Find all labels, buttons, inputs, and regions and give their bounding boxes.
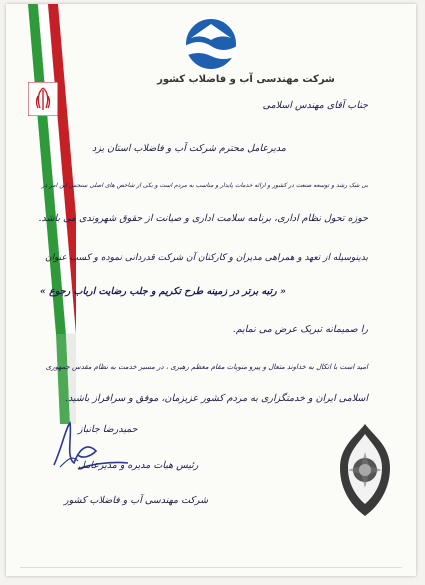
signer-title: رئیس هیات مدیره و مدیرعامل [78,460,199,471]
award-quote: « رتبه برتر در زمینه طرح تکریم و جلب رضایت ارباب رجوع » [39,286,286,297]
signer-company: شرکت مهندسی آب و فاضلاب کشور [64,495,209,506]
paragraph-1-line-2: حوزه تحول نظام اداری، برنامه سلامت اداری و صیانت از حقوق شهروندی می باشد. [38,213,368,224]
congratulations-line: را صمیمانه تبریک عرض می نمایم. [232,324,368,335]
closing-line-1: امید است با اتکال به خداوند متعال و پیرو منویات مقام معظم رهبری ، در مسیر خدمت به نظام مقدس جمهوری [45,363,368,371]
recipient-line: مدیرعامل محترم شرکت آب و فاضلاب استان یزد [92,143,286,154]
company-name-header: شرکت مهندسی آب و فاضلاب کشور [157,74,335,85]
letter-page [6,4,416,576]
bottom-rule [20,567,402,568]
islamic-ornament-icon [334,422,396,518]
paragraph-1-line-1: بی شک رشد و توسعه صنعت در کشور و ارائه خدمات پایدار و مناسب به مردم است و یکی از شاخص های اصلی سنجش این امر در [41,182,368,189]
signer-name: حمیدرضا جانباز [78,424,138,435]
closing-line-2: اسلامی ایران و خدمتگزاری به مردم کشور عزیزمان، موفق و سرافراز باشید. [65,393,368,404]
paragraph-2: بدینوسیله از تعهد و همراهی مدیران و کارکنان آن شرکت قدردانی نموده و کسب عنوان [44,253,368,263]
salutation: جناب آقای مهندس اسلامی [262,100,368,111]
national-emblem-icon [28,82,58,116]
water-company-logo-icon [181,16,241,72]
